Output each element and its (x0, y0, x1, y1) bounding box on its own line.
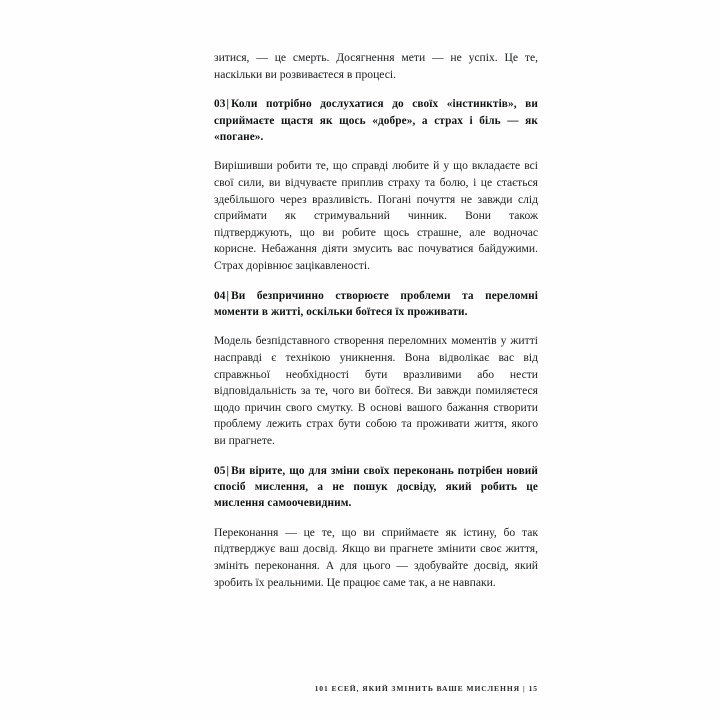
paragraph: Вирішивши робити те, що справді любите й у що вкладаєте всі свої сили, ви відчуваєте приплив страху та болю, і це стається здебільшого через вразливість. Погані почуття не завжди слід сприймати як стримувальний чинник. Вони також підтверджують, що ви робите щось страшне, але водночас корисне. Небажання діяти змусить вас почуватися байдужими. Страх дорівнює зацікавленості. (214, 159, 538, 272)
point-separator: | (226, 289, 230, 302)
page-number: 15 (528, 684, 538, 693)
paragraph: Переконання — це те, що ви сприймаєте як істину, бо так підтверджує ваш досвід. Якщо ви прагнете змінити своє життя, змініть переконання. А для цього — здобувайте досвід, який зробить їх реальними. Це працює саме так, а не навпаки. (214, 525, 538, 589)
point-text: Ви безпричинно створюєте проблеми та переломні моменти в житті, оскільки боїтеся їх проживати. (214, 289, 538, 318)
point-separator: | (226, 98, 230, 111)
numbered-point (214, 96, 538, 145)
point-text: Коли потрібно дослухатися до своїх «інстинктів», ви сприймаєте щастя як щось «добре», а страх і біль — як «погане». (214, 98, 538, 143)
point-number: 04 (214, 289, 226, 302)
point-text: Ви вірите, що для зміни своїх переконань потрібен новий спосіб мислення, а не пошук досвіду, який робить це мислення самоочевидним. (214, 464, 538, 510)
page-text-column (214, 50, 538, 603)
point-number: 03 (214, 98, 226, 111)
point-number: 05 (214, 464, 226, 477)
point-separator: | (226, 464, 230, 477)
paragraph: Модель безпідставного створення переломних моментів у житті насправді є технікою уникнення. Вона відволікає вас від справжньої необхідності бути вразливими або нести відповідальність за те, чого ви боїтеся. Ви завжди помиляєтеся щодо причин свого смутку. В основі вашого бажання створити проблему лежить страх бути собою та проживати життя, якого ви прагнете. (214, 334, 538, 447)
numbered-point (214, 288, 538, 321)
footer-separator: | (523, 684, 526, 693)
numbered-point (214, 463, 538, 512)
paragraph: зитися, — це смерть. Досягнення мети — не успіх. Це те, наскільки ви розвиваєтеся в процесі. (214, 51, 538, 81)
page-footer (214, 684, 538, 693)
footer-book-title: 101 ЕСЕЙ, ЯКИЙ ЗМІНИТЬ ВАШЕ МИСЛЕННЯ (314, 684, 521, 693)
